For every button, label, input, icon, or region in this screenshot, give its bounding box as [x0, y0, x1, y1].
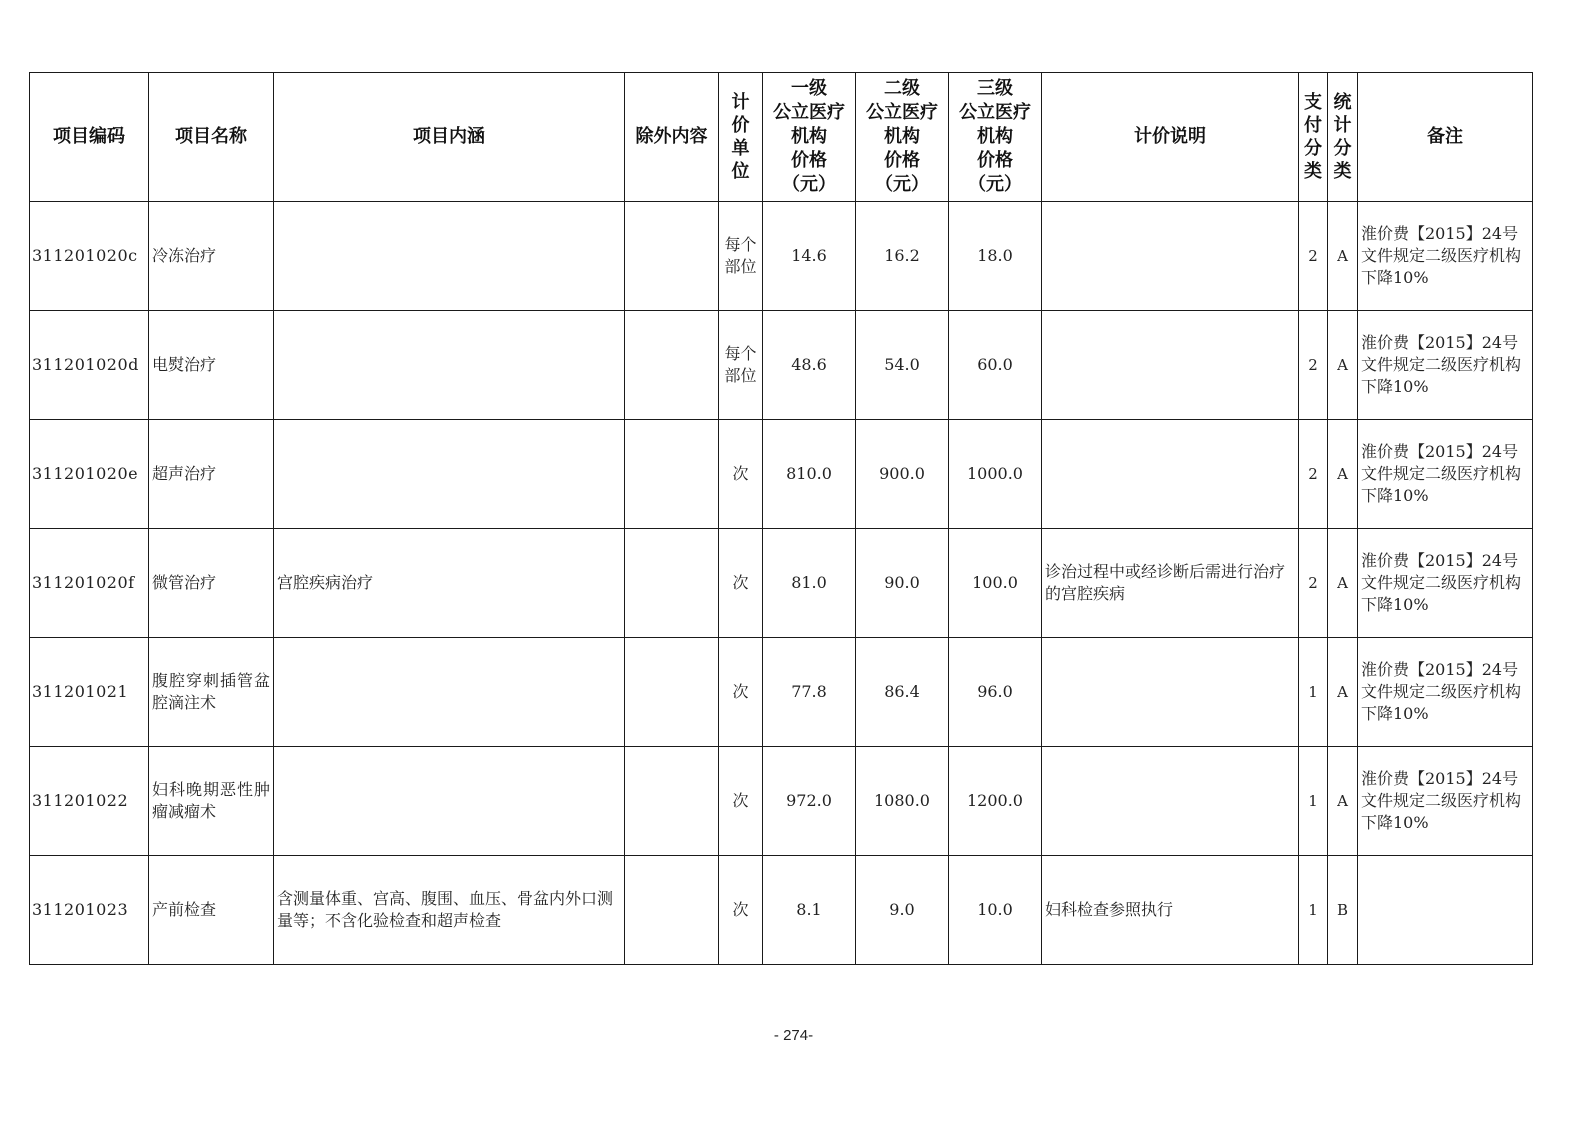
cell-pay-class: 2	[1299, 529, 1328, 638]
cell-remark	[1358, 856, 1533, 965]
cell-unit	[719, 747, 763, 856]
price-table	[29, 72, 1533, 965]
cell-content	[274, 638, 625, 747]
cell-unit-text: 每个部位	[724, 235, 757, 276]
cell-pay-class: 1	[1299, 747, 1328, 856]
cell-content: 含测量体重、宫高、腹围、血压、骨盆内外口测量等；不含化验检查和超声检查	[274, 856, 625, 965]
table-row	[30, 529, 1533, 638]
cell-remark: 淮价费【2015】24号文件规定二级医疗机构下降10%	[1358, 638, 1533, 747]
cell-exclusion	[625, 311, 719, 420]
header-row	[30, 73, 1533, 202]
header-price-level3-label: 三级 公立医疗 机构 价格 （元）	[959, 78, 1031, 195]
cell-content	[274, 420, 625, 529]
table-row	[30, 856, 1533, 965]
cell-name: 电熨治疗	[149, 311, 274, 420]
cell-code: 311201020f	[30, 529, 149, 638]
cell-remark: 淮价费【2015】24号文件规定二级医疗机构下降10%	[1358, 420, 1533, 529]
cell-pay-class: 2	[1299, 420, 1328, 529]
cell-pay-class: 2	[1299, 311, 1328, 420]
cell-name: 微管治疗	[149, 529, 274, 638]
cell-stat-class: A	[1328, 311, 1358, 420]
cell-stat-class: A	[1328, 420, 1358, 529]
cell-unit-text: 每个部位	[724, 344, 757, 385]
cell-content	[274, 202, 625, 311]
cell-name: 妇科晚期恶性肿瘤减瘤术	[149, 747, 274, 856]
cell-unit-text: 次	[732, 791, 749, 810]
cell-stat-class: A	[1328, 747, 1358, 856]
header-content: 项目内涵	[274, 73, 625, 202]
header-price-level1	[763, 73, 856, 202]
header-stat-class	[1328, 73, 1358, 202]
cell-content	[274, 311, 625, 420]
page-number: - 274-	[773, 1027, 814, 1044]
header-price-level2	[856, 73, 949, 202]
cell-name: 腹腔穿刺插管盆腔滴注术	[149, 638, 274, 747]
cell-price-level1: 48.6	[763, 311, 856, 420]
cell-name: 产前检查	[149, 856, 274, 965]
cell-price-level3: 100.0	[949, 529, 1042, 638]
header-stat-class-label: 统计分类	[1333, 92, 1352, 182]
cell-exclusion	[625, 202, 719, 311]
cell-explanation	[1042, 311, 1299, 420]
cell-pay-class: 2	[1299, 202, 1328, 311]
cell-code: 311201021	[30, 638, 149, 747]
cell-unit	[719, 856, 763, 965]
table-row	[30, 202, 1533, 311]
cell-exclusion	[625, 420, 719, 529]
cell-stat-class: A	[1328, 202, 1358, 311]
cell-content: 宫腔疾病治疗	[274, 529, 625, 638]
header-exclusion: 除外内容	[625, 73, 719, 202]
cell-price-level1: 77.8	[763, 638, 856, 747]
cell-price-level1: 8.1	[763, 856, 856, 965]
cell-content	[274, 747, 625, 856]
header-pay-class	[1299, 73, 1328, 202]
cell-explanation: 妇科检查参照执行	[1042, 856, 1299, 965]
cell-pay-class: 1	[1299, 638, 1328, 747]
header-name: 项目名称	[149, 73, 274, 202]
cell-price-level3: 1200.0	[949, 747, 1042, 856]
cell-price-level3: 18.0	[949, 202, 1042, 311]
cell-unit-text: 次	[732, 682, 749, 701]
cell-price-level1: 14.6	[763, 202, 856, 311]
cell-unit	[719, 311, 763, 420]
header-unit-label: 计价单位	[731, 92, 750, 182]
cell-explanation: 诊治过程中或经诊断后需进行治疗的宫腔疾病	[1042, 529, 1299, 638]
cell-price-level2: 54.0	[856, 311, 949, 420]
cell-price-level2: 900.0	[856, 420, 949, 529]
cell-exclusion	[625, 638, 719, 747]
cell-price-level1: 972.0	[763, 747, 856, 856]
cell-explanation	[1042, 638, 1299, 747]
header-remark: 备注	[1358, 73, 1533, 202]
cell-code: 311201023	[30, 856, 149, 965]
cell-code: 311201020d	[30, 311, 149, 420]
cell-code: 311201020e	[30, 420, 149, 529]
cell-exclusion	[625, 747, 719, 856]
cell-remark: 淮价费【2015】24号文件规定二级医疗机构下降10%	[1358, 747, 1533, 856]
cell-unit	[719, 638, 763, 747]
cell-exclusion	[625, 529, 719, 638]
cell-price-level3: 1000.0	[949, 420, 1042, 529]
cell-price-level2: 1080.0	[856, 747, 949, 856]
cell-explanation	[1042, 747, 1299, 856]
header-code: 项目编码	[30, 73, 149, 202]
cell-price-level1: 81.0	[763, 529, 856, 638]
header-price-level3	[949, 73, 1042, 202]
cell-stat-class: B	[1328, 856, 1358, 965]
cell-price-level2: 90.0	[856, 529, 949, 638]
cell-explanation	[1042, 202, 1299, 311]
cell-price-level2: 16.2	[856, 202, 949, 311]
cell-name: 冷冻治疗	[149, 202, 274, 311]
cell-unit	[719, 202, 763, 311]
header-price-level1-label: 一级 公立医疗 机构 价格 （元）	[773, 78, 845, 195]
cell-unit-text: 次	[732, 900, 749, 919]
header-pay-class-label: 支付分类	[1304, 92, 1322, 182]
cell-price-level2: 9.0	[856, 856, 949, 965]
cell-unit	[719, 529, 763, 638]
cell-code: 311201022	[30, 747, 149, 856]
cell-price-level2: 86.4	[856, 638, 949, 747]
header-price-level2-label: 二级 公立医疗 机构 价格 （元）	[866, 78, 938, 195]
cell-price-level3: 60.0	[949, 311, 1042, 420]
cell-stat-class: A	[1328, 638, 1358, 747]
cell-name: 超声治疗	[149, 420, 274, 529]
cell-stat-class: A	[1328, 529, 1358, 638]
table-row	[30, 311, 1533, 420]
table-row	[30, 420, 1533, 529]
table-row	[30, 638, 1533, 747]
header-explanation: 计价说明	[1042, 73, 1299, 202]
cell-remark: 淮价费【2015】24号文件规定二级医疗机构下降10%	[1358, 202, 1533, 311]
cell-unit	[719, 420, 763, 529]
cell-code: 311201020c	[30, 202, 149, 311]
cell-remark: 淮价费【2015】24号文件规定二级医疗机构下降10%	[1358, 529, 1533, 638]
cell-price-level1: 810.0	[763, 420, 856, 529]
table-row	[30, 747, 1533, 856]
cell-pay-class: 1	[1299, 856, 1328, 965]
header-unit	[719, 73, 763, 202]
cell-price-level3: 96.0	[949, 638, 1042, 747]
cell-remark: 淮价费【2015】24号文件规定二级医疗机构下降10%	[1358, 311, 1533, 420]
cell-price-level3: 10.0	[949, 856, 1042, 965]
cell-unit-text: 次	[732, 573, 749, 592]
cell-unit-text: 次	[732, 464, 749, 483]
cell-explanation	[1042, 420, 1299, 529]
cell-exclusion	[625, 856, 719, 965]
